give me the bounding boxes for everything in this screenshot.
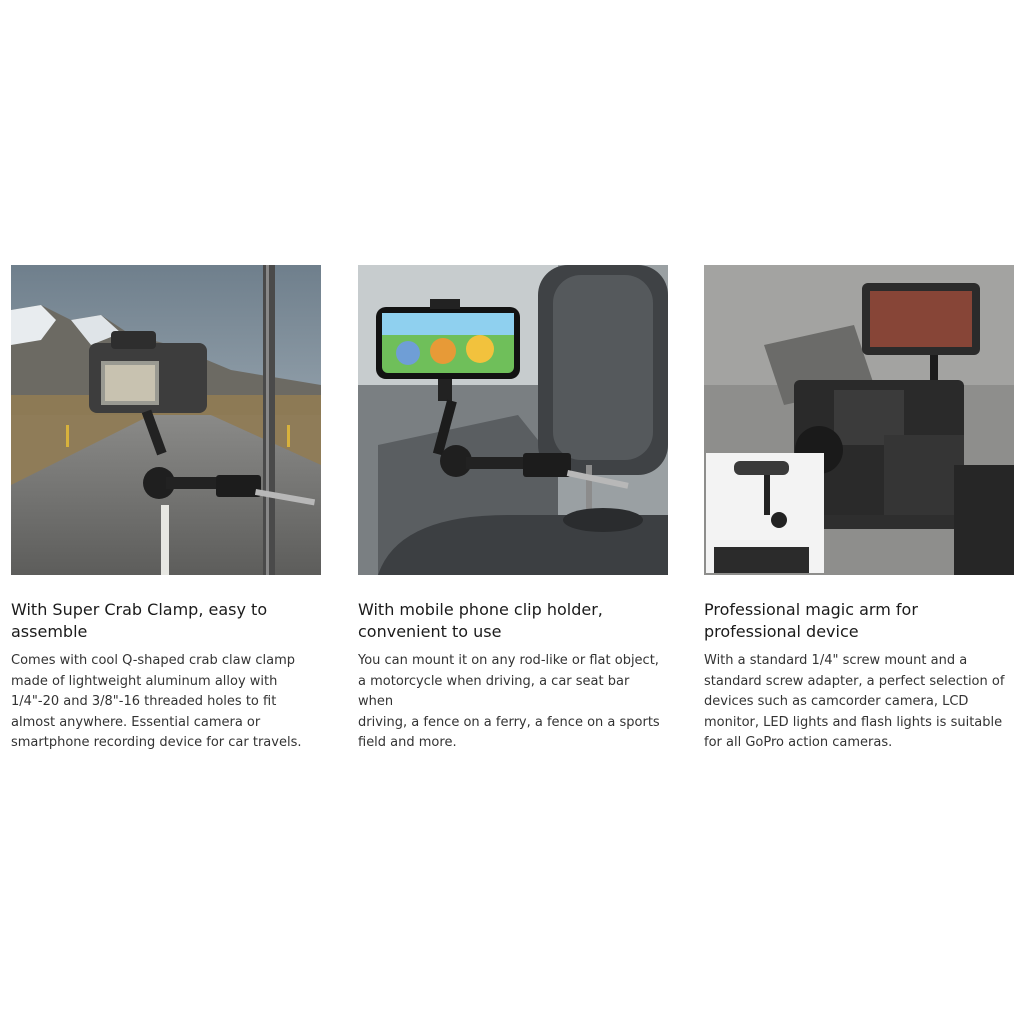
feature-card-phone-clip	[358, 265, 668, 754]
feature-title: With mobile phone clip holder, convenient to use	[358, 600, 603, 641]
crab-clamp-road-photo	[11, 265, 321, 575]
feature-title: Professional magic arm for professional device	[704, 600, 918, 641]
feature-description: With a standard 1/4" screw mount and a standard screw adapter, a perfect selection of devices such as camcorder camera, LCD monitor, LED lights and flash lights is suitable for all GoPro action cameras.	[704, 653, 1005, 751]
phone-clip-car-seat-photo	[358, 265, 668, 575]
magic-arm-camera-rig-photo	[704, 265, 1014, 575]
feature-card-magic-arm	[704, 265, 1014, 754]
feature-description: You can mount it on any rod-like or flat object, a motorcycle when driving, a car seat bar when driving, a fence on a ferry, a fence on a sports field and more.	[358, 653, 660, 751]
feature-card-crab-clamp	[11, 265, 321, 754]
feature-title: With Super Crab Clamp, easy to assemble	[11, 600, 268, 641]
feature-description: Comes with cool Q-shaped crab claw clamp made of lightweight aluminum alloy with 1/4"-20 and 3/8"-16 threaded holes to fit almost anywhere. Essential camera or smartphone recording device for car travels.	[11, 653, 302, 751]
